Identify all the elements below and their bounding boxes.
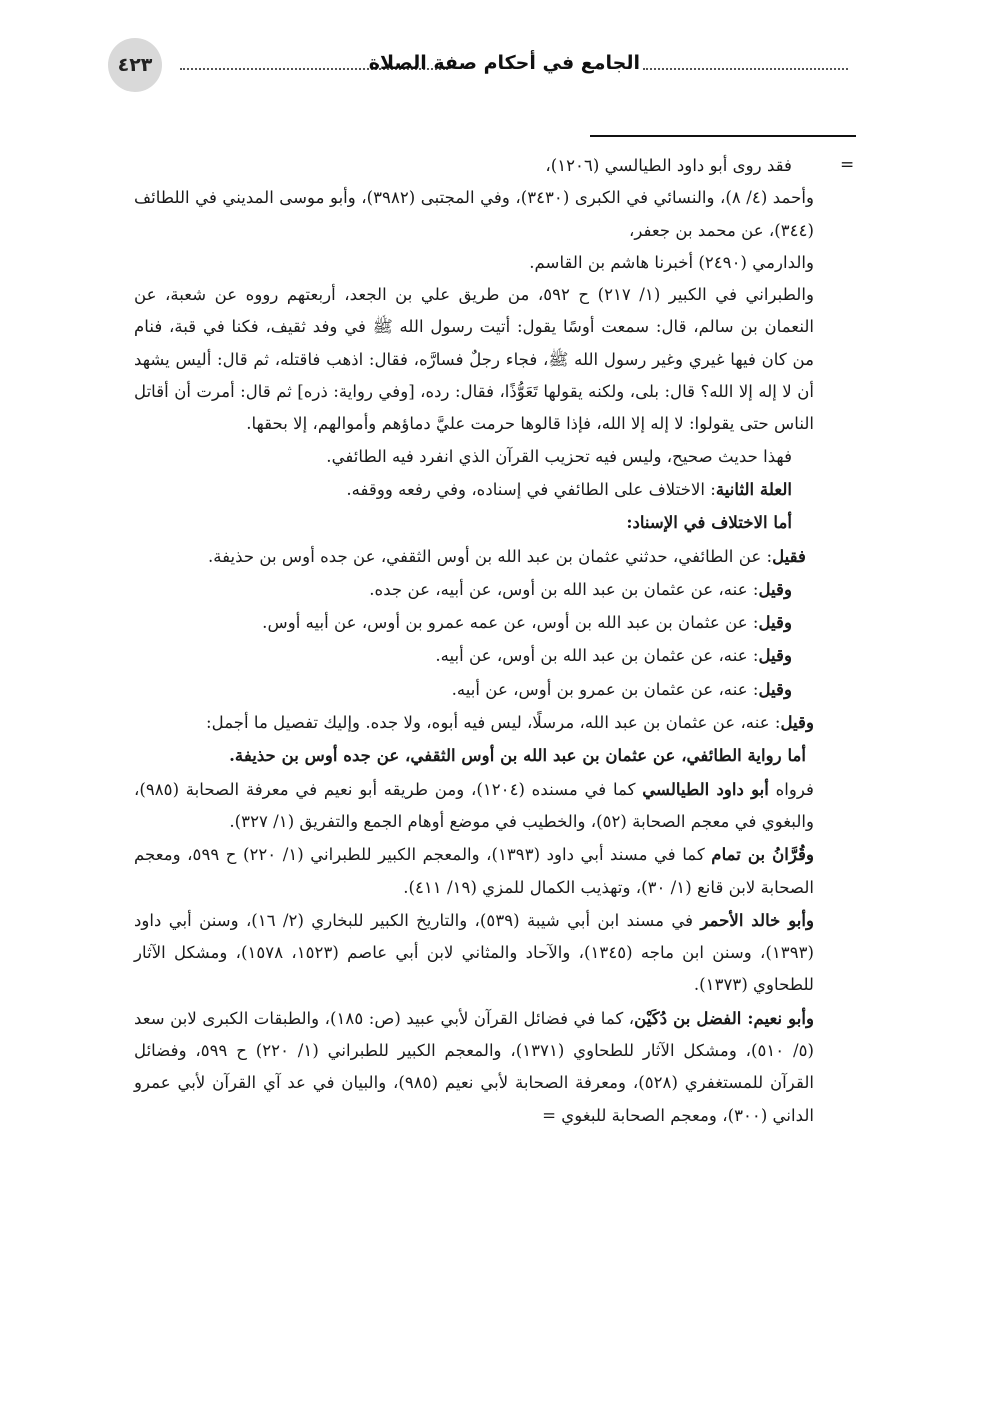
bold-label: العلة الثانية — [715, 478, 792, 499]
bold-label: وقيل — [780, 712, 814, 733]
bold-label: وقيل — [758, 578, 792, 599]
list-item — [134, 673, 814, 706]
paragraph-text: في مسند ابن أبي شيبة (٥٣٩)، والتاريخ الكبير للبخاري (٢/ ١٦)، وسنن أبي داود (١٣٩٣)، وسنن ابن ماجه (١٣٤٥)، والآحاد والمثاني لابن أبي عاصم (١٥٢٣، ١٥٧٨)، ومشكل الآثار للطحاوي (١٣٧٣). — [134, 910, 815, 995]
bold-label: فقيل — [772, 545, 806, 566]
list-item — [134, 706, 814, 739]
paragraph — [134, 1002, 814, 1132]
header-dotted-leader-right — [643, 68, 848, 70]
bold-label: وقيل — [758, 612, 792, 633]
item-text: : عن الطائفي، حدثني عثمان بن عبد الله بن أوس الثقفي، عن جده أوس بن حذيفة. — [207, 546, 773, 566]
paragraph-text: كما في مسند أبي داود (١٣٩٣)، والمعجم الكبير للطبراني (١/ ٢٢٠) ح ٥٩٩، ومعجم الصحابة لابن قانع (١/ ٣٠)، وتهذيب الكمال للمزي (١٩/ ٤١١). — [134, 845, 814, 897]
paragraph: فهذا حديث صحيح، وليس فيه تحزيب القرآن الذي انفرد فيه الطائفي. — [326, 446, 792, 466]
continuation-mark: = — [840, 155, 855, 175]
paragraph-text: ، كما في فضائل القرآن لأبي عبيد (ص: ١٨٥)، والطبقات الكبرى لابن سعد (٥/ ٥١٠)، ومشكل الآثار للطحاوي (١٣٧١)، والمعجم الكبير للطبراني (١/ ٢٢٠) ح ٥٩٩، وفضائل القرآن للمستغفري (٥٢٨)، ومعرفة الصحابة لأبي نعيم (٩٨٥)، والبيان في عد آي القرآن لأبي عمرو الداني (٣٠٠)، ومعجم الصحابة للبغوي = — [134, 1008, 814, 1125]
footnote-body — [134, 150, 814, 1132]
footnote-separator-rule — [590, 135, 856, 137]
paragraph — [134, 904, 814, 1002]
list-item — [134, 606, 814, 639]
list-item — [134, 540, 814, 573]
paragraph-text: فرواه — [768, 779, 814, 799]
paragraph-text: : الاختلاف على الطائفي في إسناده، وفي رفعه ووقفه. — [346, 479, 716, 499]
list-item — [134, 639, 814, 672]
running-title: الجامع في أحكام صفة الصلاة — [368, 52, 640, 74]
item-text: : عن عثمان بن عبد الله بن أوس، عن عمه عمرو بن أوس، عن أبيه أوس. — [262, 613, 759, 633]
section-heading — [134, 739, 814, 772]
section-heading — [134, 506, 814, 539]
paragraph — [134, 473, 814, 506]
bold-label: وقُرَّانُ بن تمام — [711, 844, 814, 865]
bold-heading: أما رواية الطائفي، عن عثمان بن عبد الله بن أوس الثقفي، عن جده أوس بن حذيفة. — [229, 745, 806, 766]
bold-heading: أما الاختلاف في الإسناد: — [626, 512, 792, 533]
item-text: : عنه، عن عثمان بن عبد الله، مرسلًا، ليس فيه أبوه، ولا جده. وإليك تفصيل ما أجمل: — [206, 713, 781, 733]
bold-label: وقيل — [758, 678, 792, 699]
bold-label: أبو داود الطيالسي — [642, 778, 769, 799]
paragraph-text: كما في مسنده (١٢٠٤)، ومن طريقه أبو نعيم في معرفة الصحابة (٩٨٥)، والبغوي في معجم الصحابة (٥٢)، والخطيب في موضع أوهام الجمع والتفريق (١/ ٣٢٧). — [134, 779, 814, 831]
paragraph — [134, 773, 814, 839]
page-header — [108, 38, 848, 96]
bold-label: وقيل — [758, 645, 792, 666]
item-text: : عنه، عن عثمان بن عمرو بن أوس، عن أبيه. — [451, 679, 759, 699]
paragraph: والدارمي (٢٤٩٠) أخبرنا هاشم بن القاسم. — [529, 252, 814, 272]
bold-label: وأبو نعيم: الفضل بن دُكَيْن — [634, 1007, 814, 1028]
item-text: : عنه، عن عثمان بن عبد الله بن أوس، عن أبيه. — [435, 646, 759, 666]
paragraph: وأحمد (٤/ ٨)، والنسائي في الكبرى (٣٤٣٠)، وفي المجتبى (٣٩٨٢)، وأبو موسى المديني في اللطائف (٣٤٤)، عن محمد بن جعفر، — [134, 188, 814, 240]
paragraph: فقد روى أبو داود الطيالسي (١٢٠٦)، — [545, 156, 792, 175]
item-text: : عنه، عن عثمان بن عبد الله بن أوس، عن أبيه، عن جده. — [369, 579, 759, 599]
paragraph — [134, 838, 814, 904]
list-item — [134, 573, 814, 606]
paragraph: والطبراني في الكبير (١/ ٢١٧) ح ٥٩٢، من طريق علي بن الجعد، أربعتهم رووه عن شعبة، عن النعمان بن سالم، قال: سمعت أوسًا يقول: أتيت رسول الله ﷺ في وفد ثقيف، فكنا في قبة، فنام من كان فيها غيري وغير رسول الله ﷺ، فجاء رجلٌ فسارَّه، فقال: اذهب فاقتله، ثم قال: أليس يشهد أن لا إله إلا الله؟ قال: بلى، ولكنه يقولها تَعَوُّذًا، فقال: رده، [وفي رواية: ذره] ثم قال: أمرت أن أقاتل الناس حتى يقولوا: لا إله إلا الله، فإذا قالوها حرمت عليَّ دماؤهم وأموالهم، إلا بحقها. — [134, 285, 814, 434]
bold-label: وأبو خالد الأحمر — [700, 909, 815, 930]
page-number: ٤٢٣ — [108, 38, 162, 92]
